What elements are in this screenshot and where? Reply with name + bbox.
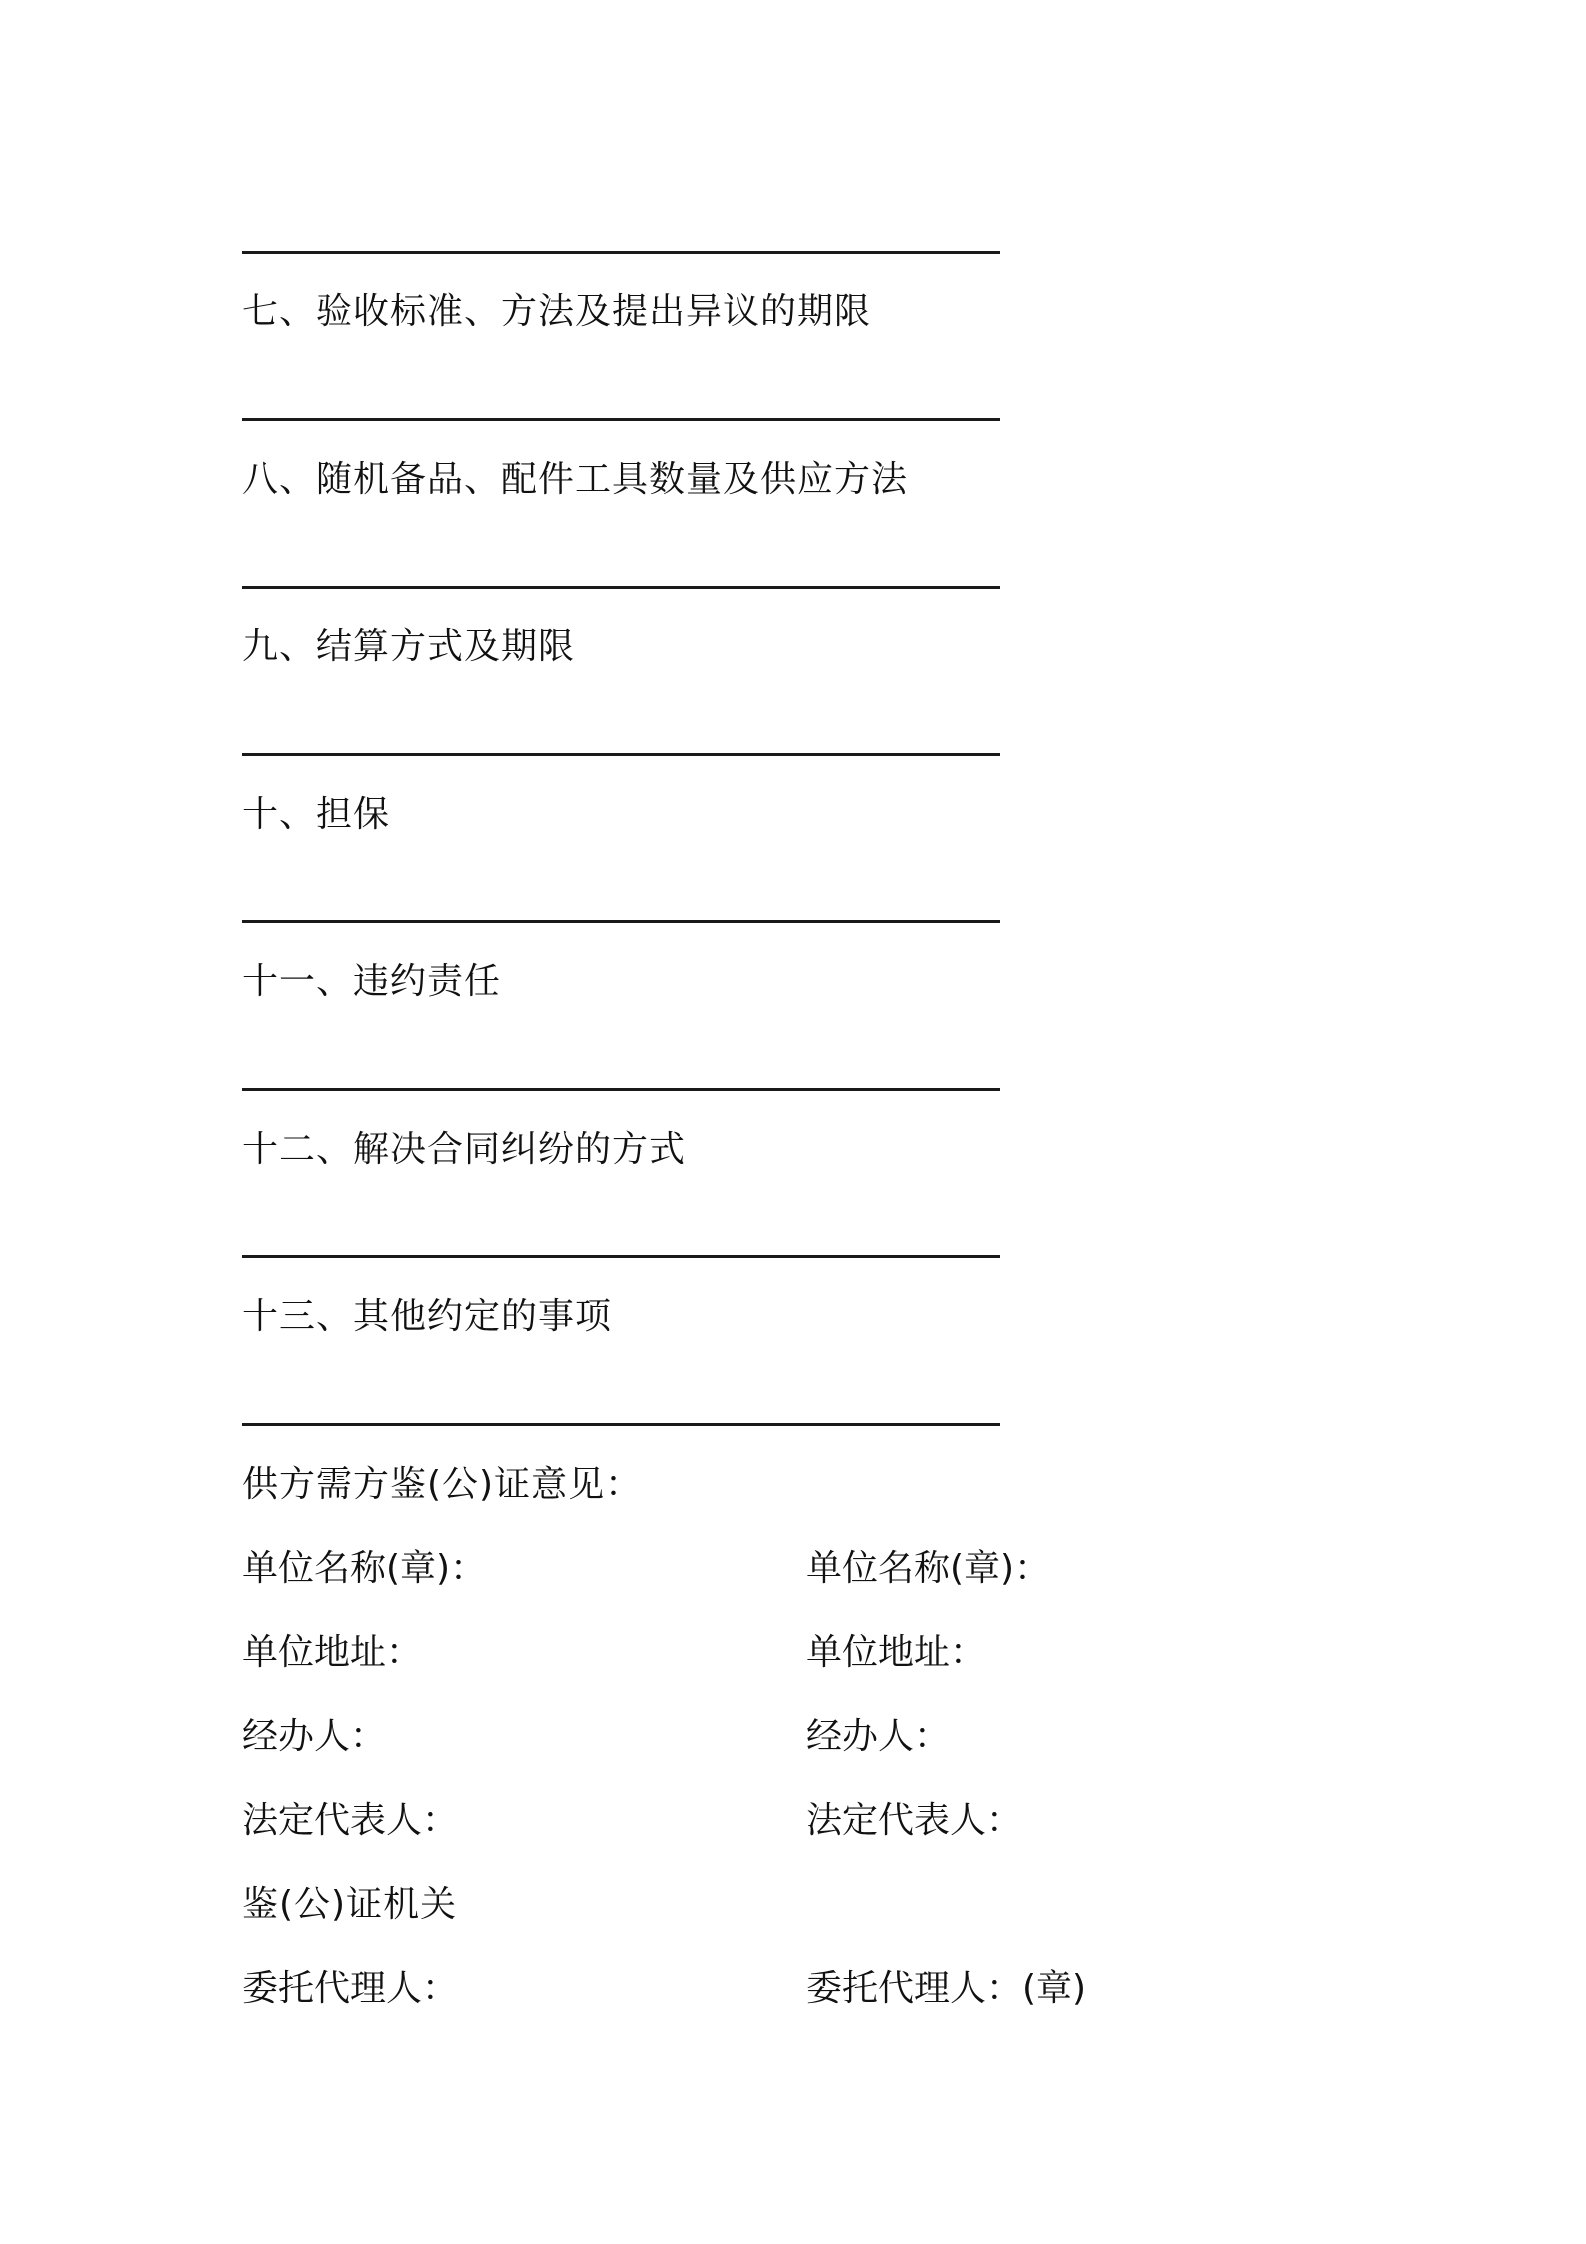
unit-address-label-left: 单位地址：: [242, 1632, 423, 1673]
unit-address-label-right: 单位地址：: [806, 1632, 987, 1673]
agent-label-right: 委托代理人：(章): [806, 1968, 1087, 2009]
blank-line-10: [242, 920, 1000, 923]
blank-line-9: [242, 753, 1000, 756]
blank-line-11: [242, 1088, 1000, 1091]
legal-rep-label-right: 法定代表人：: [806, 1800, 1023, 1841]
agent-row: [242, 1965, 1442, 2013]
section-heading-10: 十、担保: [242, 794, 391, 835]
legal-rep-row: [242, 1797, 1442, 1845]
blank-line-top: [242, 251, 1000, 254]
section-heading-12: 十二、解决合同纠纷的方式: [242, 1129, 687, 1170]
unit-name-row: [242, 1545, 1442, 1593]
agent-label-left: 委托代理人：: [242, 1968, 459, 2009]
signature-intro: 供方需方鉴(公)证意见：: [242, 1464, 643, 1505]
handler-label-right: 经办人：: [806, 1716, 951, 1757]
unit-name-label-right: 单位名称(章)：: [806, 1548, 1051, 1589]
unit-name-label-left: 单位名称(章)：: [242, 1548, 487, 1589]
legal-rep-label-left: 法定代表人：: [242, 1800, 459, 1841]
notary-office-label: 鉴(公)证机关: [242, 1884, 458, 1925]
section-heading-7: 七、验收标准、方法及提出异议的期限: [242, 291, 872, 332]
handler-row: [242, 1713, 1442, 1761]
blank-line-12: [242, 1255, 1000, 1258]
section-heading-13: 十三、其他约定的事项: [242, 1296, 613, 1337]
unit-address-row: [242, 1629, 1442, 1677]
blank-line-7: [242, 418, 1000, 421]
section-heading-9: 九、结算方式及期限: [242, 626, 576, 667]
blank-line-13: [242, 1423, 1000, 1426]
blank-line-8: [242, 586, 1000, 589]
section-heading-11: 十一、违约责任: [242, 961, 502, 1002]
section-heading-8: 八、随机备品、配件工具数量及供应方法: [242, 459, 909, 500]
handler-label-left: 经办人：: [242, 1716, 387, 1757]
